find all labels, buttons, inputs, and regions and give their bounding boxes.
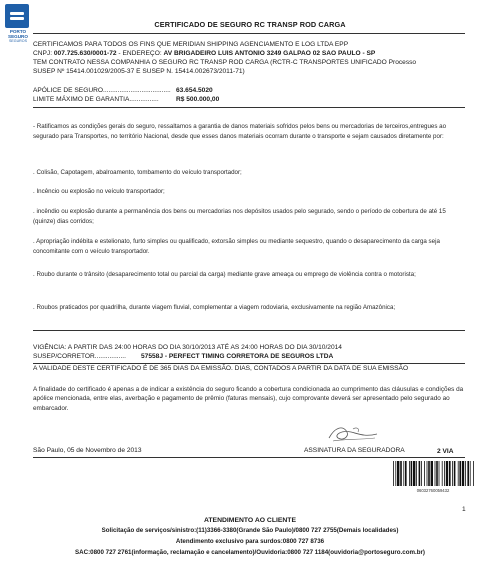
barcode-bar <box>435 461 436 486</box>
barcode-bar <box>405 461 407 486</box>
coverage-item: . incêndio ou explosão durante a permanência dos bens ou mercadorias nos depósitos usados pelo segurado, sendo o período de cobertura de até 15 (quinze) dias corridos; <box>33 208 446 226</box>
signature-divider <box>33 457 465 458</box>
barcode-bar <box>444 461 445 486</box>
barcode-bar <box>413 461 415 486</box>
coverage-divider <box>33 330 465 331</box>
barcode-bar <box>459 461 461 486</box>
finalidade-text: A finalidade do certificado é apenas a de indicar a existência do seguro ficando a cobertura condicionada ao cumprimento das cláusulas e condições da apólice mencionada, entre elas, averbação e pagamento de prêmio (faturas mensais), cujo comprovante deverá ser apresentado pelo segurado ao embarcador. <box>33 386 464 412</box>
limite-value: R$ 500.000,00 <box>176 96 220 103</box>
barcode-bar <box>446 461 448 486</box>
barcode-bar <box>449 461 451 486</box>
coverage-item: . Roubo durante o trânsito (desaparecimento total ou parcial da carga) mediante grave ameaça ou emprego de violência contra o motorista; <box>33 271 416 278</box>
coverage-intro: - Ratificamos as condições gerais do seguro, ressaltamos a garantia de danos materiais sofridos pelos bens ou mercadorias de terceiros,entregues ao segurado para Transportes, no território Nacional, desde que esses danos materiais ocorram durante o transporte e sejam causados diretamente por: <box>33 123 447 141</box>
signature-mark <box>325 423 380 445</box>
barcode-bar <box>454 461 456 486</box>
barcode-bar <box>467 461 469 486</box>
barcode-bar <box>462 461 464 486</box>
address-value: AV BRIGADEIRO LUIS ANTONIO 3249 GALPAO 02 SAO PAULO - SP <box>163 50 376 57</box>
cnpj-value: 007.725.630/0001-72 <box>53 50 117 57</box>
policy-divider <box>33 107 465 108</box>
barcode-bar <box>439 461 440 486</box>
barcode-bar <box>428 461 430 486</box>
coverage-item: . Incêncio ou explosão no veículo transportador; <box>33 188 165 195</box>
document-title: CERTIFICADO DE SEGURO RC TRANSP ROD CARGA <box>154 20 346 29</box>
barcode-bar <box>397 461 399 486</box>
corretor-value: 57558J - PERFECT TIMING CORRETORA DE SEGUROS LTDA <box>141 353 334 360</box>
barcode-bar <box>452 461 453 486</box>
place-date: São Paulo, 05 de Novembro de 2013 <box>33 447 142 454</box>
certify-line: CERTIFICAMOS PARA TODOS OS FINS QUE MERIDIAN SHIPPING AGENCIAMENTO E LOG LTDA EPP <box>33 41 349 48</box>
barcode-bar <box>436 461 438 486</box>
coverage-item: . Roubos praticados por quadrilha, durante viagem fluvial, complementar a viagem rodoviaria, exclusivamente na região Amazônica; <box>33 304 396 311</box>
footer-title: ATENDIMENTO AO CLIENTE <box>203 517 296 524</box>
validade-text: A VALIDADE DESTE CERTIFICADO É DE 365 DIAS DA EMISSÃO. DIAS, CONTADOS A PARTIR DA DATA DE SUA EMISSÃO <box>33 365 409 372</box>
barcode-bar <box>395 461 396 486</box>
susep-process-line: SUSEP Nº 15414.001029/2005-37 E SUSEP N. 15414.002673/2011-71) <box>33 68 245 75</box>
barcode-bar <box>442 461 443 486</box>
barcode-bar <box>458 461 459 486</box>
contract-line: TEM CONTRATO NESSA COMPANHIA O SEGURO RC TRANSP ROD CARGA (RCTR-C TRANSPORTES UNIFICADO Processo <box>33 59 417 66</box>
footer-line-1: Solicitação de serviços/sinistro:(11)3366-3380(Grande São Paulo)/0800 727 2755(Demais localidades) <box>101 527 399 534</box>
logo-text: PORTO SEGURO SEGUROS <box>8 29 28 43</box>
footer-line-2: Atendimento exclusivo para surdos:0800 727 8736 <box>175 538 325 545</box>
barcode-bar <box>421 461 422 486</box>
signature-label: ASSINATURA DA SEGURADORA <box>304 447 405 454</box>
apolice-value: 63.654.5020 <box>176 87 213 94</box>
coverage-item: . Apropriação indébita e estelionato, furto simples ou qualificado, extorsão simples ou mediante sequestro, quando o desaparecimento da carga seja concomitante com o veículo transportador. <box>33 238 440 256</box>
barcode-number: 06032760059432 <box>416 488 450 493</box>
barcode-bar <box>393 461 394 486</box>
barcode-bar <box>470 461 471 486</box>
coverage-item: . Colisão, Capotagem, abalroamento, tombamento do veículo transportador; <box>33 169 242 176</box>
cnpj-address-line: CNPJ: 007.725.630/0001-72 - ENDEREÇO: AV BRIGADEIRO LUIS ANTONIO 3249 GALPAO 02 SAO PAULO - SP <box>33 50 376 57</box>
via-label: 2 VIA <box>437 448 454 455</box>
barcode-bar <box>465 461 466 486</box>
barcode-bar <box>424 461 425 486</box>
page-number: 1 <box>462 506 466 513</box>
barcode-bar <box>427 461 428 486</box>
barcode-bar <box>416 461 417 486</box>
barcode-bar <box>411 461 413 486</box>
barcode-bar <box>403 461 404 486</box>
barcode-bar <box>431 461 433 486</box>
susep-corretor-line: SUSEP/CORRETOR................. <box>33 353 126 360</box>
barcode <box>392 461 474 486</box>
barcode-bar <box>419 461 421 486</box>
title-divider <box>33 33 465 34</box>
apolice-row: APÓLICE DE SEGURO..................................... <box>33 87 171 94</box>
footer-line-3: SAC:0800 727 2761(informação, reclamação e cancelamento)/Ouvidoria:0800 727 1184(ouvidoria@portoseguro.com.br) <box>75 549 425 556</box>
barcode-bar <box>473 461 474 486</box>
limite-row: LIMITE MÁXIMO DE GARANTIA................ <box>33 96 159 103</box>
vigencia-line: VIGÊNCIA: A PARTIR DAS 24:00 HORAS DO DIA 30/10/2013 ATÉ AS 24:00 HORAS DO DIA 30/10/2014 <box>33 344 342 351</box>
barcode-bar <box>400 461 402 486</box>
barcode-bar <box>409 461 410 486</box>
